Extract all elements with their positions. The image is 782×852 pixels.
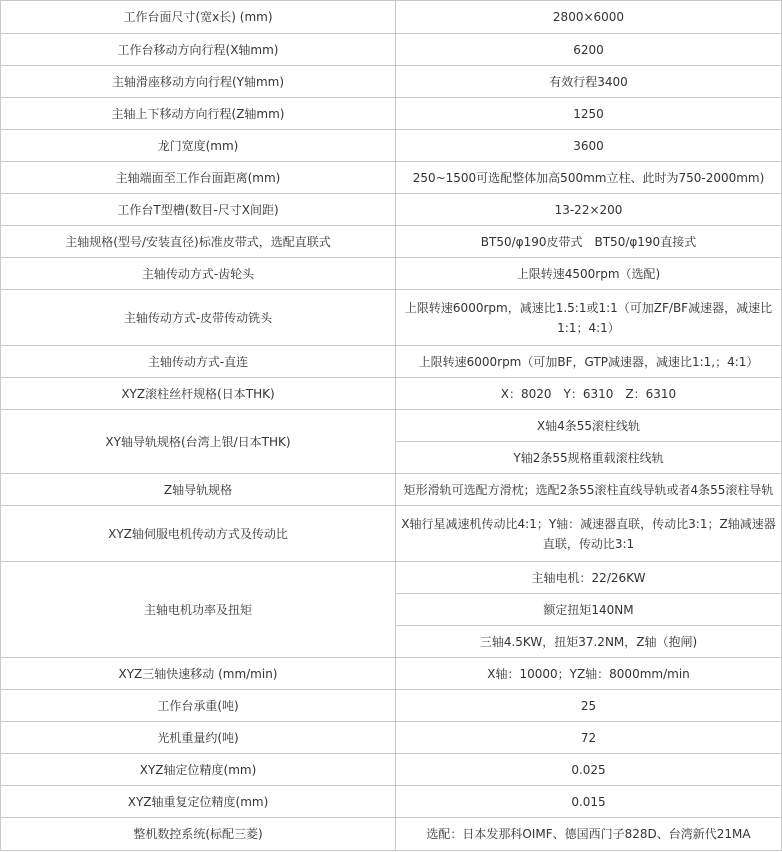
table-row xyxy=(1,818,782,851)
table-row xyxy=(1,506,782,562)
row-label: 龙门宽度(mm) xyxy=(1,130,396,162)
row-value: 上限转速6000rpm（可加BF，GTP减速器，减速比1:1,；4:1） xyxy=(396,346,782,378)
row-value: 额定扭矩140NM xyxy=(396,594,782,626)
row-label: XY轴导轨规格(台湾上银/日本THK) xyxy=(1,410,396,474)
row-value: 250~1500可选配整体加高500mm立柱、此时为750-2000mm) xyxy=(396,162,782,194)
table-row xyxy=(1,754,782,786)
row-value: 72 xyxy=(396,722,782,754)
table-row xyxy=(1,722,782,754)
row-label: XYZ滚柱丝杆规格(日本THK) xyxy=(1,378,396,410)
row-value: BT50/φ190皮带式 BT50/φ190直接式 xyxy=(396,226,782,258)
row-value: 主轴电机：22/26KW xyxy=(396,562,782,594)
row-label: XYZ轴伺服电机传动方式及传动比 xyxy=(1,506,396,562)
row-value: X：8020 Y：6310 Z：6310 xyxy=(396,378,782,410)
table-row xyxy=(1,786,782,818)
table-row xyxy=(1,226,782,258)
row-label: 工作台移动方向行程(X轴mm) xyxy=(1,34,396,66)
row-label: 整机数控系统(标配三菱) xyxy=(1,818,396,851)
row-value: 三轴4.5KW，扭矩37.2NM，Z轴（抱闸) xyxy=(396,626,782,658)
table-row xyxy=(1,130,782,162)
row-label: 主轴端面至工作台面距离(mm) xyxy=(1,162,396,194)
table-row xyxy=(1,258,782,290)
row-value: X轴行星减速机传动比4:1；Y轴：减速器直联，传动比3:1；Z轴减速器直联，传动比3:1 xyxy=(396,506,782,562)
row-label: 主轴传动方式-皮带传动铣头 xyxy=(1,290,396,346)
row-value: 矩形滑轨可选配方滑枕；选配2条55滚柱直线导轨或者4条55滚柱导轨 xyxy=(396,474,782,506)
row-value: 0.025 xyxy=(396,754,782,786)
table-row xyxy=(1,1,782,34)
table-row xyxy=(1,378,782,410)
row-label: 工作台面尺寸(宽x长) (mm) xyxy=(1,1,396,34)
row-value: 选配：日本发那科OIMF、德国西门子828D、台湾新代21MA xyxy=(396,818,782,851)
row-label: 光机重量约(吨) xyxy=(1,722,396,754)
table-row xyxy=(1,658,782,690)
table-row xyxy=(1,98,782,130)
row-value: 有效行程3400 xyxy=(396,66,782,98)
spec-table-body xyxy=(1,1,782,851)
row-label: XYZ轴重复定位精度(mm) xyxy=(1,786,396,818)
row-label: 主轴上下移动方向行程(Z轴mm) xyxy=(1,98,396,130)
row-value: 0.015 xyxy=(396,786,782,818)
row-label: XYZ轴定位精度(mm) xyxy=(1,754,396,786)
table-row xyxy=(1,690,782,722)
table-row xyxy=(1,346,782,378)
row-label: 主轴规格(型号/安装直径)标准皮带式，选配直联式 xyxy=(1,226,396,258)
table-row xyxy=(1,410,782,442)
table-row xyxy=(1,290,782,346)
row-value: X轴：10000；YZ轴：8000mm/min xyxy=(396,658,782,690)
row-label: 工作台承重(吨) xyxy=(1,690,396,722)
row-label: 主轴传动方式-直连 xyxy=(1,346,396,378)
table-row xyxy=(1,34,782,66)
row-value: X轴4条55滚柱线轨 xyxy=(396,410,782,442)
row-label: Z轴导轨规格 xyxy=(1,474,396,506)
row-value: 上限转速4500rpm（选配) xyxy=(396,258,782,290)
table-row xyxy=(1,66,782,98)
table-row xyxy=(1,474,782,506)
row-label: 主轴滑座移动方向行程(Y轴mm) xyxy=(1,66,396,98)
row-value: 13-22×200 xyxy=(396,194,782,226)
row-label: 主轴电机功率及扭矩 xyxy=(1,562,396,658)
table-row xyxy=(1,562,782,594)
row-label: 主轴传动方式-齿轮头 xyxy=(1,258,396,290)
row-value: 上限转速6000rpm，减速比1.5:1或1:1（可加ZF/BF减速器，减速比1:1；4:1） xyxy=(396,290,782,346)
row-value: 1250 xyxy=(396,98,782,130)
row-value: 3600 xyxy=(396,130,782,162)
row-value: 25 xyxy=(396,690,782,722)
row-value: 6200 xyxy=(396,34,782,66)
table-row xyxy=(1,194,782,226)
row-value: Y轴2条55规格重载滚柱线轨 xyxy=(396,442,782,474)
table-row xyxy=(1,162,782,194)
row-value: 2800×6000 xyxy=(396,1,782,34)
row-label: XYZ三轴快速移动 (mm/min) xyxy=(1,658,396,690)
row-label: 工作台T型槽(数目-尺寸X间距) xyxy=(1,194,396,226)
